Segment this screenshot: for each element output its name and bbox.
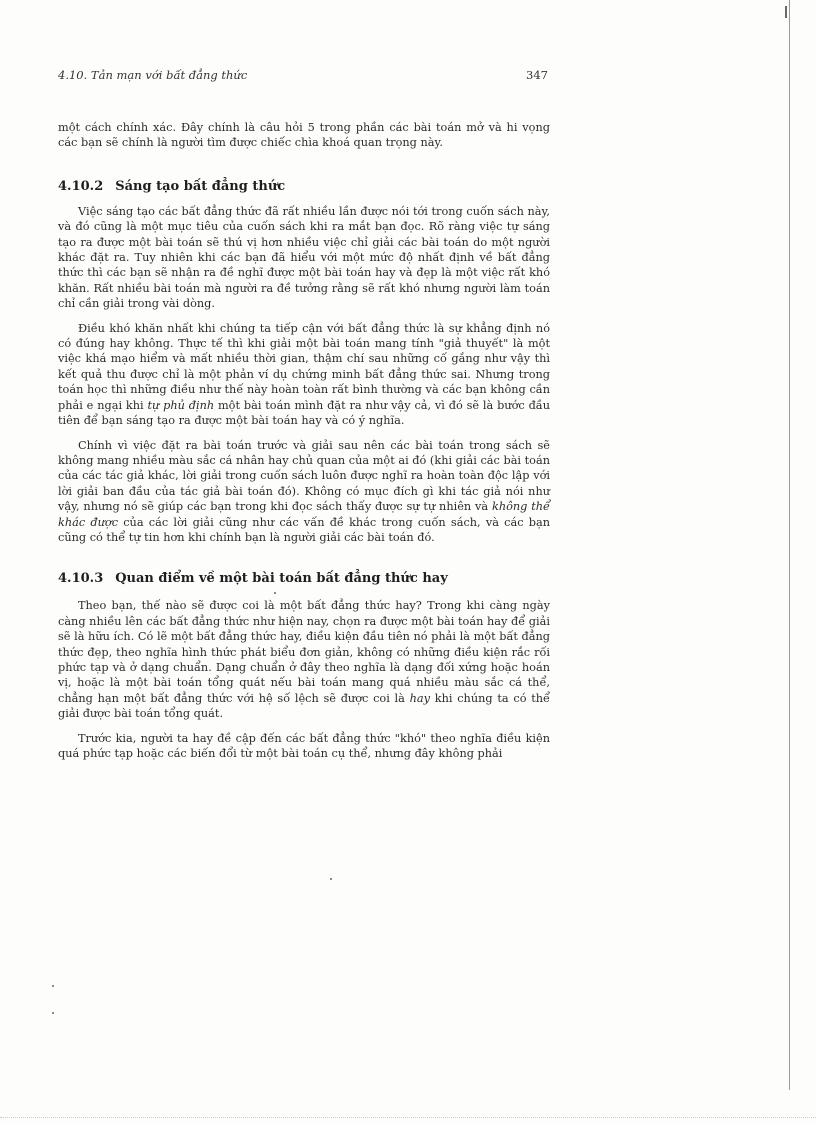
- paragraph-text: Điều khó khăn nhất khi chúng ta tiếp cận với bất đẳng thức là sự khẳng định nó có đúng hay không. Thực tế thì khi giải một bài toán mang tính "giả thuyết" là một việc khá mạo hiểm và mất nhiều thời gian, thậm chí sau những cố gắng như vậy thì kết quả thu được chỉ là một phản ví dụ chứng minh bất đẳng thức sai. Nhưng trong toán học thì những điều như thế này hoàn toàn rất bình thường và các bạn không cần phải e ngại khi: [58, 321, 550, 412]
- scan-speck: [52, 985, 54, 987]
- page-number: 347: [526, 68, 548, 82]
- scan-edge-line: [789, 0, 790, 1090]
- paragraph: [58, 598, 550, 721]
- section-title: Sáng tạo bất đẳng thức: [115, 178, 286, 194]
- paragraph-text: Theo bạn, thế nào sẽ được coi là một bất đẳng thức hay? Trong khi càng ngày càng nhiều lên các bất đẳng thức như hiện nay, chọn ra được một bài toán hay để giải sẽ là hữu ích. Có lẽ một bất đẳng thức hay, điều kiện đầu tiên nó phải là một bất đẳng thức đẹp, theo nghĩa hình thức phát biểu đơn giản, không có những điều kiện rắc rối phức tạp và ở dạng chuẩn. Dạng chuẩn ở đây theo nghĩa là dạng đối xứng hoặc hoán vị, hoặc là một bài toán tổng quát nếu bài toán mang quá nhiều màu sắc cá thể, chẳng hạn một bất đẳng thức với hệ số lệch sẽ được coi là: [58, 599, 550, 705]
- paragraph-text: khi chúng ta có thể giải được bài toán tổng quát.: [58, 691, 550, 721]
- paragraph-text: Chính vì việc đặt ra bài toán trước và giải sau nên các bài toán trong sách sẽ không mang nhiều màu sắc cá nhân hay chủ quan của một ai đó (khi giải các bài toán của các tác giả khác, lời giải trong cuốn sách luôn được nghĩ ra hoàn toàn độc lập với lời giải ban đầu của tác giả bài toán đó). Không có mục đích gì khi tác giả nói như vậy, nhưng nó sẽ giúp các bạn trong khi đọc sách thấy được sự tự nhiên và: [58, 438, 550, 514]
- section-title: Quan điểm về một bài toán bất đẳng thức hay: [115, 571, 448, 587]
- section-number: 4.10.3: [58, 571, 104, 587]
- italic-phrase: hay: [409, 691, 431, 705]
- paragraph-text: của các lời giải cũng như các vấn đề khác trong cuốn sách, và các bạn cũng có thể tự tin hơn khi chính bạn là người giải các bài toán đó.: [58, 515, 550, 544]
- paragraph: [58, 321, 550, 429]
- scan-bottom-edge: [0, 1117, 816, 1119]
- page-body: [58, 120, 550, 761]
- paragraph: Việc sáng tạo các bất đẳng thức đã rất nhiều lần được nói tới trong cuốn sách này, và đó cũng là một mục tiêu của cuốn sách khi ra mắt bạn đọc. Rõ ràng việc tự sáng tạo ra được một bài toán sẽ thú vị hơn nhiều việc chỉ giải các bài toán do một người khác đặt ra. Tuy nhiên khi các bạn đã hiểu với một mức độ nhất định về bất đẳng thức thì các bạn sẽ nhận ra đề nghĩ được một bài toán hay và đẹp là một việc rất khó khăn. Rất nhiều bài toán mà người ra đề tưởng rằng sẽ rất khó nhưng người làm toán chỉ cần giải trong vài dòng.: [58, 204, 550, 311]
- paragraph-text: một bài toán mình đặt ra như vậy cả, vì đó sẽ là bước đầu tiên để bạn sáng tạo ra được một bài toán hay và có ý nghĩa.: [58, 398, 551, 428]
- italic-phrase: không thể khác được: [58, 500, 550, 529]
- paragraph: [58, 438, 550, 546]
- section-heading-4-10-2: [58, 179, 550, 194]
- intro-paragraph: một cách chính xác. Đây chính là câu hỏi 5 trong phần các bài toán mở và hi vọng các bạn sẽ chính là người tìm được chiếc chìa khoá quan trọng này.: [58, 121, 550, 150]
- header-section-title: 4.10. Tản mạn với bất đẳng thức: [58, 68, 248, 82]
- scan-speck: [330, 878, 332, 880]
- section-number: 4.10.2: [58, 178, 104, 194]
- section-heading-4-10-3: [58, 571, 550, 586]
- paragraph: Trước kia, người ta hay đề cập đến các bất đẳng thức "khó" theo nghĩa điều kiện quá phức tạp hoặc các biến đổi từ một bài toán cụ thể, nhưng đây không phải: [58, 731, 550, 760]
- italic-phrase: tự phủ định: [147, 398, 215, 412]
- scan-speck: [52, 1012, 54, 1014]
- scan-edge-mark: [785, 6, 787, 18]
- scan-speck: [274, 592, 276, 594]
